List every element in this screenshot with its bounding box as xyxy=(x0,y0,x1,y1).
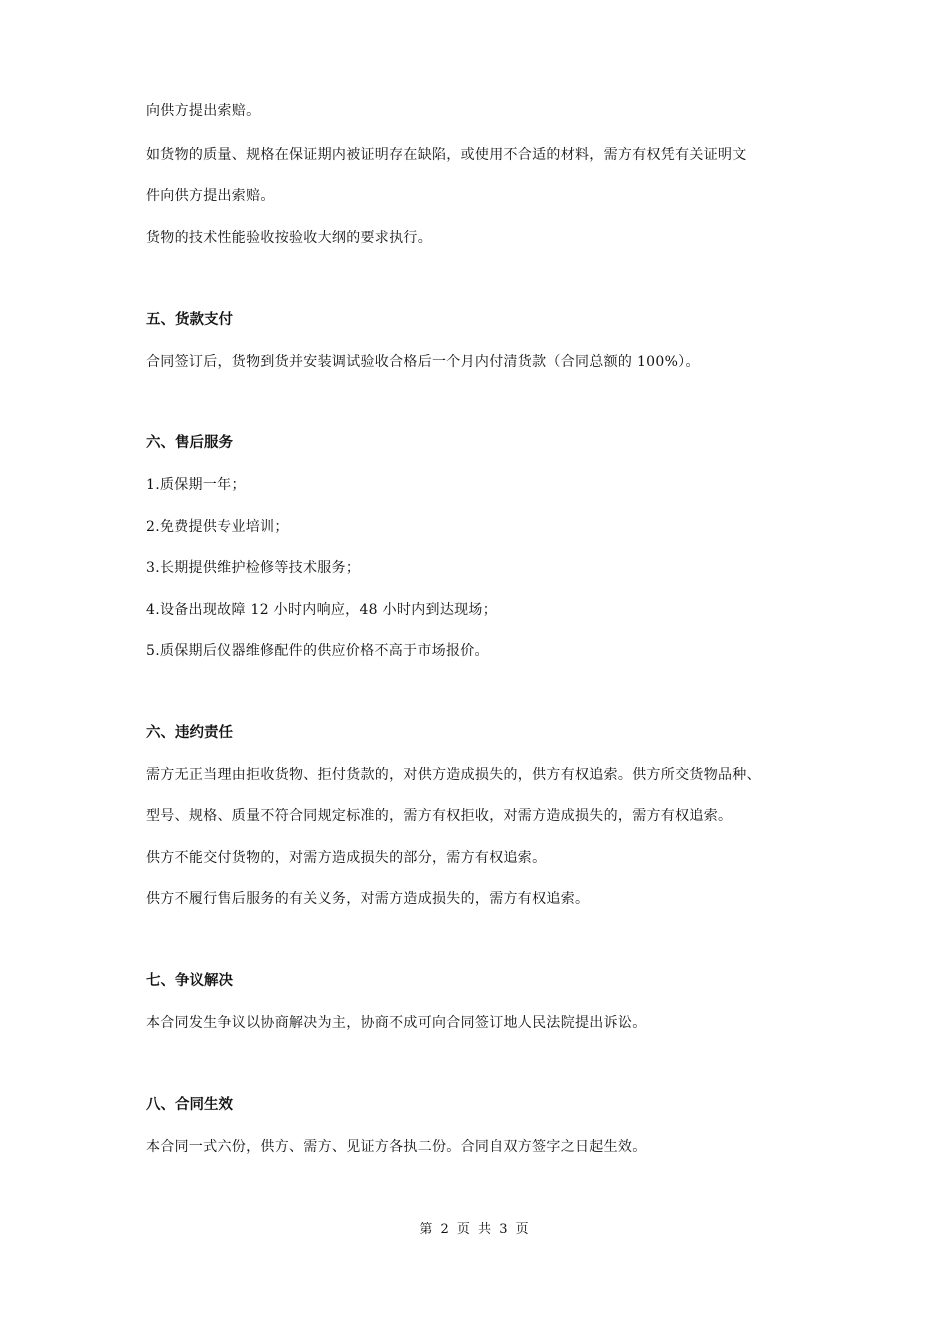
dispute-text: 本合同发生争议以协商解决为主，协商不成可向合同签订地人民法院提出诉讼。 xyxy=(146,1015,647,1031)
page-number-footer: 第 2 页 共 3 页 xyxy=(419,1222,531,1237)
effect-text: 本合同一式六份，供方、需方、见证方各执二份。合同自双方签字之日起生效。 xyxy=(146,1139,647,1155)
after-sales-item: 5.质保期后仪器维修配件的供应价格不高于市场报价。 xyxy=(146,643,489,659)
heading-liability: 六、违约责任 xyxy=(146,725,233,741)
liability-line: 供方不履行售后服务的有关义务，对需方造成损失的，需方有权追索。 xyxy=(146,891,590,907)
heading-effect: 八、合同生效 xyxy=(146,1097,233,1113)
liability-line: 供方不能交付货物的，对需方造成损失的部分，需方有权追索。 xyxy=(146,850,547,866)
heading-payment: 五、货款支付 xyxy=(146,312,233,328)
liability-line: 需方无正当理由拒收货物、拒付货款的，对供方造成损失的，供方有权追索。供方所交货物品种、 xyxy=(146,767,761,783)
after-sales-item: 3.长期提供维护检修等技术服务； xyxy=(146,560,361,576)
after-sales-item: 4.设备出现故障 12 小时内响应，48 小时内到达现场； xyxy=(146,602,498,618)
paragraph-claim-end: 向供方提出索赔。 xyxy=(146,103,261,119)
paragraph-defect-line-1: 如货物的质量、规格在保证期内被证明存在缺陷，或使用不合适的材料，需方有权凭有关证明文 xyxy=(146,147,747,163)
payment-text: 合同签订后，货物到货并安装调试验收合格后一个月内付清货款（合同总额的 100%）。 xyxy=(146,354,700,370)
liability-line: 型号、规格、质量不符合同规定标准的，需方有权拒收，对需方造成损失的，需方有权追索。 xyxy=(146,808,733,824)
heading-after-sales: 六、售后服务 xyxy=(146,435,233,451)
paragraph-acceptance: 货物的技术性能验收按验收大纲的要求执行。 xyxy=(146,230,432,246)
heading-dispute: 七、争议解决 xyxy=(146,973,233,989)
after-sales-item: 2.免费提供专业培训； xyxy=(146,519,289,535)
paragraph-defect-line-2: 件向供方提出索赔。 xyxy=(146,188,275,204)
after-sales-item: 1.质保期一年； xyxy=(146,477,246,493)
